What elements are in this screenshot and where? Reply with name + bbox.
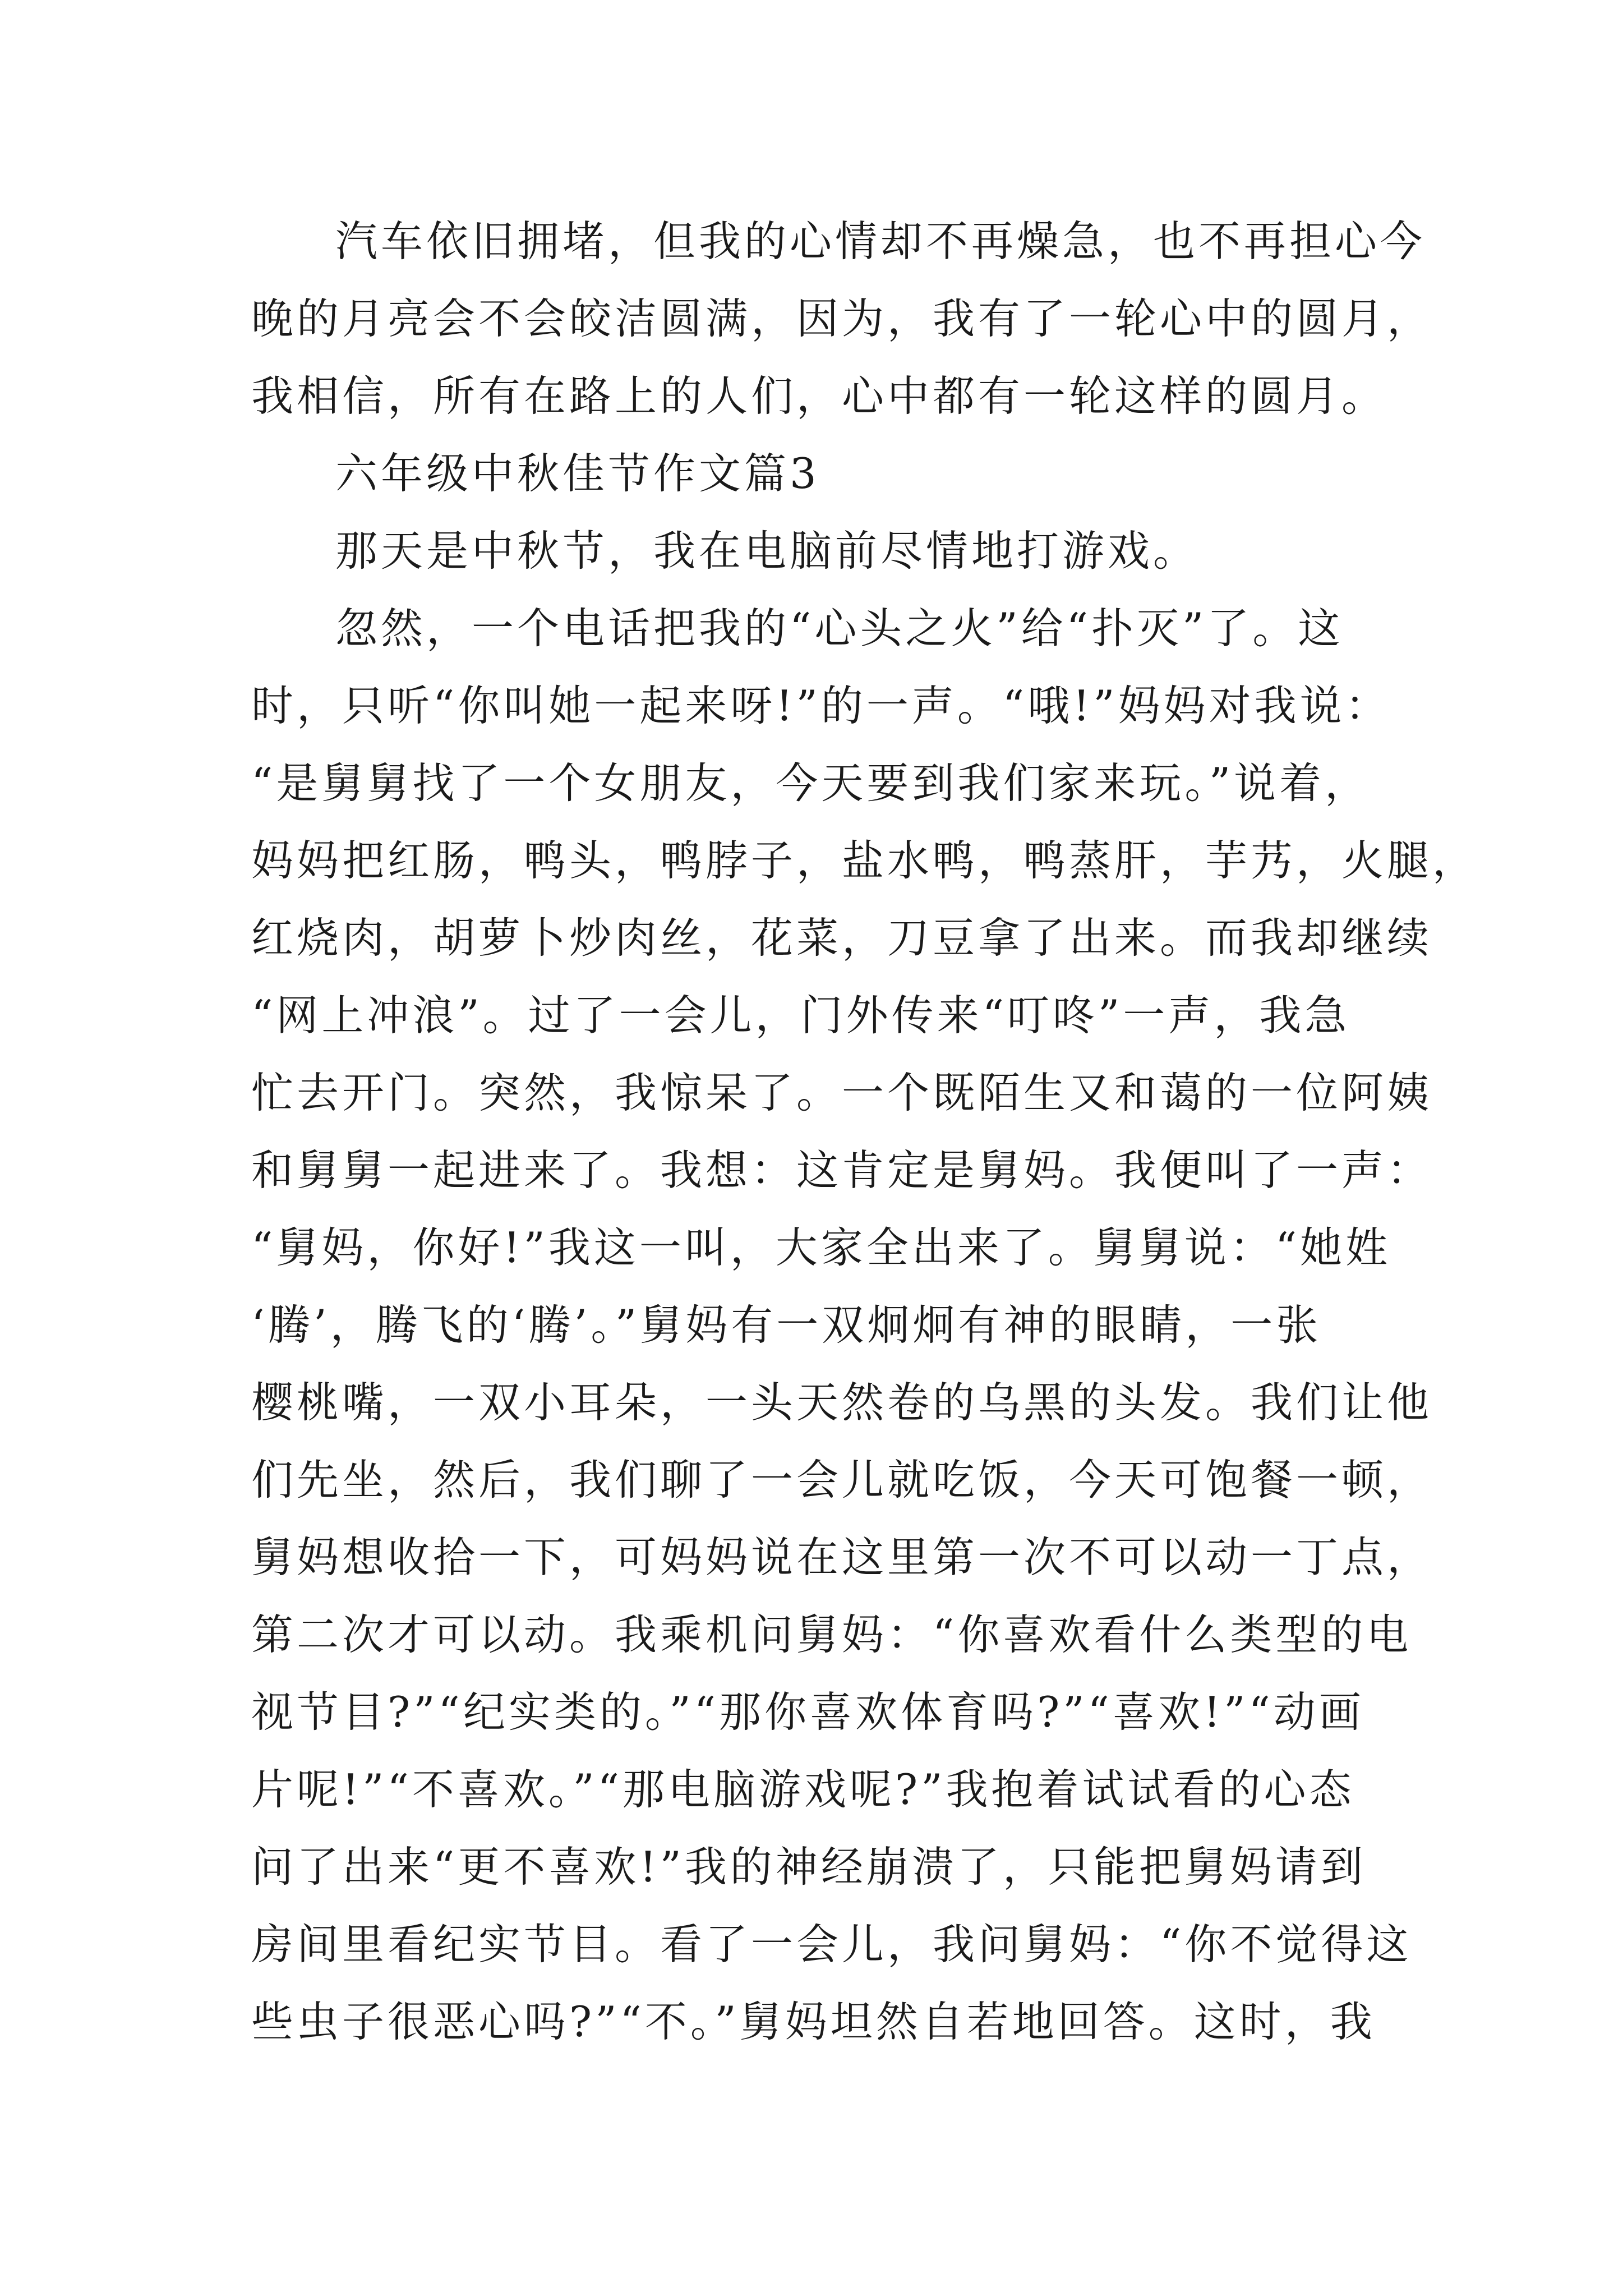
text-line: 时，只听“你叫她一起来呀!”的一声。“哦!”妈妈对我说： xyxy=(251,681,1391,730)
text-line: 那天是中秋节，我在电脑前尽情地打游戏。 xyxy=(335,526,1199,576)
text-line: 忙去开门。突然，我惊呆了。一个既陌生又和蔼的一位阿姨 xyxy=(251,1068,1433,1117)
text-line: 些虫子很恶心吗?”“不。”舅妈坦然自若地回答。这时，我 xyxy=(251,1997,1376,2046)
text-line: 樱桃嘴，一双小耳朵，一头天然卷的乌黑的头发。我们让他 xyxy=(251,1378,1433,1427)
text-line: 忽然，一个电话把我的“心头之火”给“扑灭”了。这 xyxy=(335,604,1344,653)
text-line: “是舅舅找了一个女朋友，今天要到我们家来玩。”说着， xyxy=(251,758,1371,808)
text-line: “舅妈，你好!”我这一叫，大家全出来了。舅舅说：“她姓 xyxy=(251,1223,1391,1272)
text-line: 视节目?”“纪实类的。”“那你喜欢体育吗?”“喜欢!”“动画 xyxy=(251,1687,1364,1737)
text-line: 红烧肉，胡萝卜炒肉丝，花菜，刀豆拿了出来。而我却继续 xyxy=(251,913,1433,963)
text-line: 片呢!”“不喜欢。”“那电脑游戏呢?”我抱着试试看的心态 xyxy=(251,1765,1355,1814)
text-line: ‘腾’，腾飞的‘腾’。”舅妈有一双炯炯有神的眼睛，一张 xyxy=(251,1300,1322,1350)
text-line: 问了出来“更不喜欢!”我的神经崩溃了，只能把舅妈请到 xyxy=(251,1842,1366,1892)
text-line: 妈妈把红肠，鸭头，鸭脖子，盐水鸭，鸭蒸肝，芋艿，火腿， xyxy=(251,836,1478,885)
text-line: “网上冲浪”。过了一会儿，门外传来“叮咚”一声，我急 xyxy=(251,991,1350,1040)
text-line: 我相信，所有在路上的人们，心中都有一轮这样的圆月。 xyxy=(251,371,1387,421)
text-line: 晚的月亮会不会皎洁圆满，因为，我有了一轮心中的圆月， xyxy=(251,294,1433,343)
text-line: 房间里看纪实节目。看了一会儿，我问舅妈：“你不觉得这 xyxy=(251,1920,1412,1969)
text-line: 舅妈想收拾一下，可妈妈说在这里第一次不可以动一丁点， xyxy=(251,1533,1433,1582)
text-line: 汽车依旧拥堵，但我的心情却不再燥急，也不再担心今 xyxy=(335,217,1426,266)
text-line: 们先坐，然后，我们聊了一会儿就吃饭，今天可饱餐一顿， xyxy=(251,1455,1433,1504)
text-line: 六年级中秋佳节作文篇3 xyxy=(335,449,820,498)
text-line: 第二次才可以动。我乘机问舅妈：“你喜欢看什么类型的电 xyxy=(251,1610,1412,1659)
text-line: 和舅舅一起进来了。我想：这肯定是舅妈。我便叫了一声： xyxy=(251,1145,1433,1195)
